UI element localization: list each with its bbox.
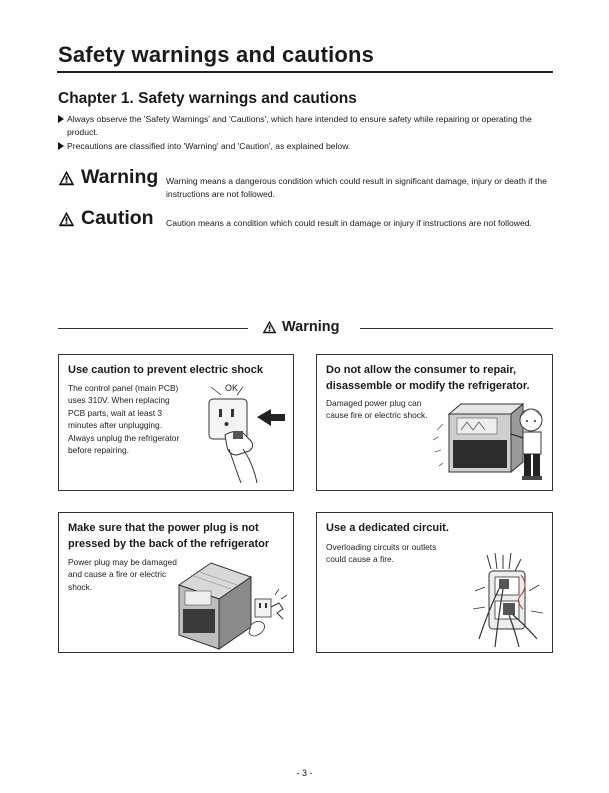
bullet-text: Always observe the 'Safety Warnings' and 'Cautions', which hare intended to ensure safety while repairing or operating the product. — [67, 114, 532, 137]
caution-triangle-icon — [58, 211, 75, 227]
bullet-item — [58, 140, 548, 153]
warning-signal-word — [58, 166, 158, 189]
section-divider-left — [58, 328, 248, 329]
bullet-arrow-icon — [58, 142, 64, 150]
section-divider-right — [360, 328, 553, 329]
page-number: - 3 - — [296, 768, 313, 778]
warning-triangle-icon — [262, 320, 277, 334]
card-body: Overloading circuits or outlets could cause a fire. — [326, 542, 437, 565]
repair-illustration — [427, 400, 549, 488]
warning-description: Warning means a dangerous condition which could result in significant damage, injury or death if the instructions are not followed. — [166, 176, 547, 199]
warning-card-dedicated-circuit — [316, 512, 553, 653]
caution-description: Caution means a condition which could result in damage or injury if instructions are not followed. — [166, 218, 532, 228]
caution-signal-word — [58, 207, 154, 230]
illustration-ok-label: OK — [225, 383, 239, 393]
card-body: The control panel (main PCB) uses 310V. When replacing PCB parts, wait at least 3 minutes after unplugging. Always unplug the refrigerator before repairing. — [68, 383, 180, 456]
section-heading — [262, 319, 339, 335]
warning-card-electric-shock — [58, 354, 294, 491]
bullet-item — [58, 113, 548, 139]
card-title: Do not allow the consumer to repair, disassemble or modify the refrigerator. — [326, 364, 530, 392]
card-body: Power plug may be damaged and cause a fire or electric shock. — [68, 557, 177, 592]
section-heading-label: Warning — [282, 319, 340, 335]
warning-card-power-plug — [58, 512, 294, 653]
bullet-text: Precautions are classified into 'Warning' and 'Caution', as explained below. — [67, 141, 351, 151]
caution-label: Caution — [81, 207, 154, 229]
bullet-arrow-icon — [58, 115, 64, 123]
warning-label: Warning — [81, 166, 159, 188]
warning-triangle-icon — [58, 170, 75, 186]
card-title: Make sure that the power plug is not pressed by the back of the refrigerator — [68, 522, 270, 550]
card-title: Use a dedicated circuit. — [326, 522, 449, 534]
card-title: Use caution to prevent electric shock — [68, 364, 264, 376]
plug-pressed-illustration — [171, 555, 291, 651]
warning-card-no-consumer-repair — [316, 354, 553, 491]
card-body: Damaged power plug can cause fire or electric shock. — [326, 398, 428, 421]
page-title: Safety warnings and cautions — [58, 42, 375, 67]
title-divider — [57, 71, 553, 73]
unplug-illustration — [199, 379, 289, 485]
overloaded-outlet-illustration — [467, 551, 547, 649]
chapter-title: Chapter 1. Safety warnings and cautions — [58, 90, 357, 107]
